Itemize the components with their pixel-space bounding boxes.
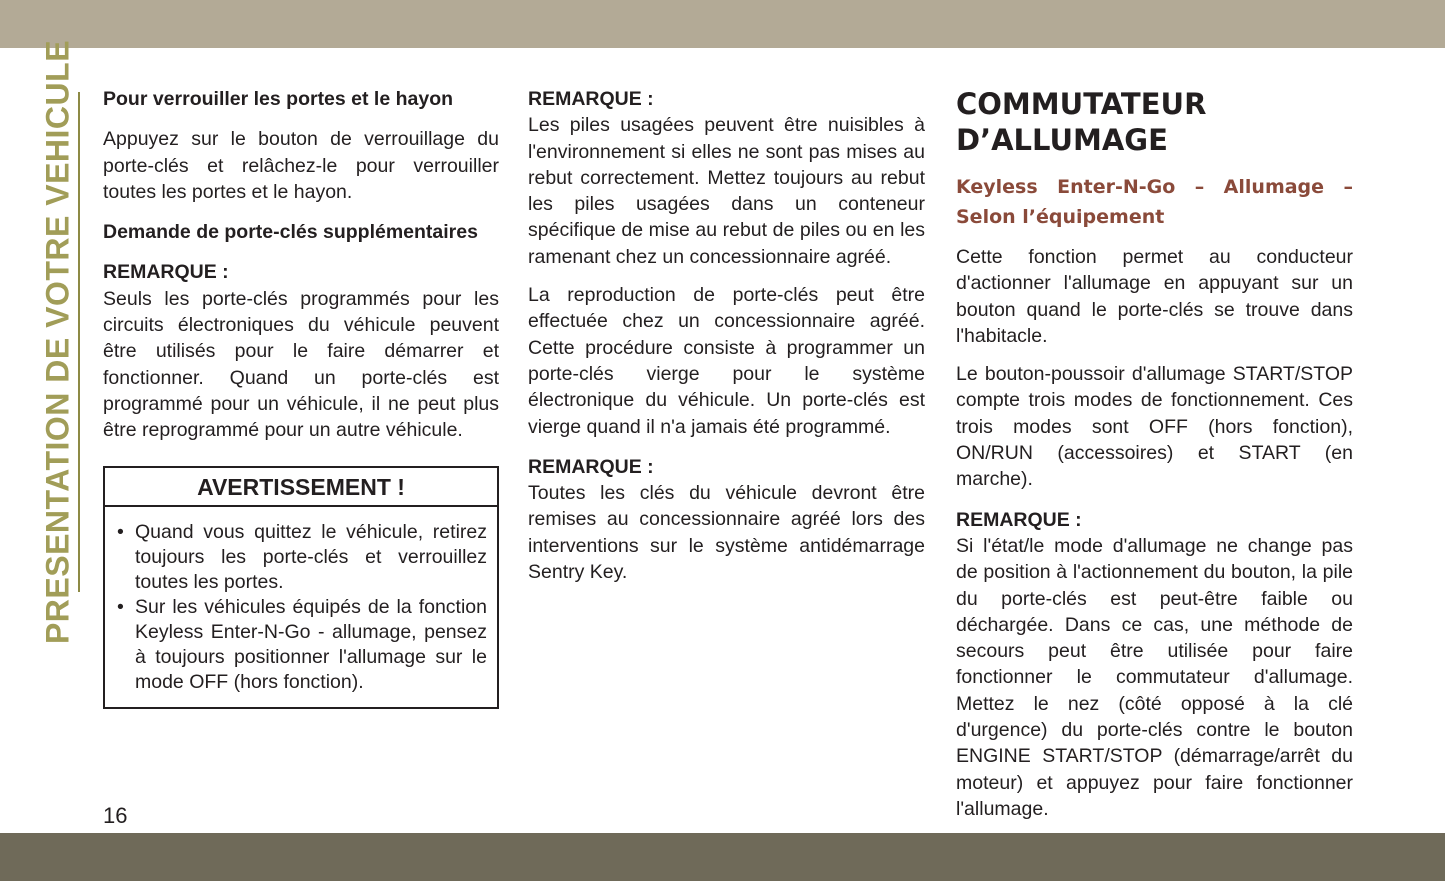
column-2 xyxy=(528,86,925,585)
section-subtitle: Keyless Enter-N-Go – Allumage – Selon l’équipement xyxy=(956,176,1353,228)
note-label: REMARQUE : xyxy=(956,508,1082,531)
section-title-line1: COMMUTATEUR xyxy=(956,87,1207,121)
column-1 xyxy=(103,86,499,709)
warning-box xyxy=(103,466,499,709)
note-text-sentry-key: Toutes les clés du véhicule devront être remises au concessionnaire agréé lors des interventions sur le système antidémarrage Sentry Key. xyxy=(528,482,925,584)
paragraph-ignition-modes: Le bouton-poussoir d'allumage START/STOP compte trois modes de fonctionnement. Ces trois modes sont OFF (hors fonction), ON/RUN (accessoires) et START (en marche). xyxy=(956,363,1353,491)
warning-title: AVERTISSEMENT ! xyxy=(105,468,497,507)
section-title-line2: D’ALLUMAGE xyxy=(956,123,1168,157)
side-tab xyxy=(38,39,80,645)
note-label: REMARQUE : xyxy=(528,88,654,110)
warning-item: • Sur les véhicules équipés de la fonction Keyless Enter-N-Go - allumage, pensez à toujours positionner l'allumage sur le mode OFF (hors fonction). xyxy=(117,595,487,695)
paragraph-ignition-function: Cette fonction permet au conducteur d'actionner l'allumage en appuyant sur un bouton quand le porte-clés se trouve dans l'habitacle. xyxy=(956,246,1353,347)
heading-extra-keys: Demande de porte-clés supplémentaires xyxy=(103,221,478,244)
note-text-backup-method: Si l'état/le mode d'allumage ne change pas de position à l'actionnement du bouton, la pile du porte-clés est peut-être faible ou déchargée. Dans ce cas, une méthode de secours peut être utilisée pour faire fonctionner le commutateur d'allumage. Mettez le nez (côté opposé à la clé d'urgence) du porte-clés contre le bouton ENGINE START/STOP (démarrage/arrêt du moteur) et appuyez pour faire fonctionner l'allumage. xyxy=(956,534,1353,820)
page-number: 16 xyxy=(103,803,128,828)
bottom-band xyxy=(0,833,1445,881)
paragraph-lock-doors: Appuyez sur le bouton de verrouillage du porte-clés et relâchez-le pour verrouiller toutes les portes et le hayon. xyxy=(103,128,499,203)
warning-list xyxy=(105,507,497,707)
note-text: Seuls les porte-clés programmés pour les circuits électroniques du véhicule peuvent être utilisés pour le faire démarrer et fonctionner. Quand un porte-clés est programmé pour un véhicule, il ne peut plus être reprogrammé pour un autre véhicule. xyxy=(103,287,499,442)
column-3 xyxy=(956,86,1353,822)
warning-item: • Quand vous quittez le véhicule, retirez toujours les porte-clés et verrouillez toutes les portes. xyxy=(117,520,487,595)
top-band xyxy=(0,0,1445,48)
note-label: REMARQUE : xyxy=(103,261,229,284)
heading-lock-doors: Pour verrouiller les portes et le hayon xyxy=(103,88,454,110)
note-text-batteries: Les piles usagées peuvent être nuisibles à l'environnement si elles ne sont pas mises au rebut correctement. Mettez toujours au rebut les piles usagées dans un conteneur spécifique de mise au rebut de piles ou en les ramenant chez un concessionnaire agréé. xyxy=(528,114,925,268)
paragraph-key-duplication: La reproduction de porte-clés peut être effectuée chez un concessionnaire agréé. Cette procédure consiste à programmer un porte-clés vierge pour le système électronique du véhicule. Un porte-clés est vierge quand il n'a jamais été programmé. xyxy=(528,284,925,438)
note-label: REMARQUE : xyxy=(528,455,654,478)
side-tab-label: PRESENTATION DE VOTRE VEHICULE xyxy=(39,39,76,645)
